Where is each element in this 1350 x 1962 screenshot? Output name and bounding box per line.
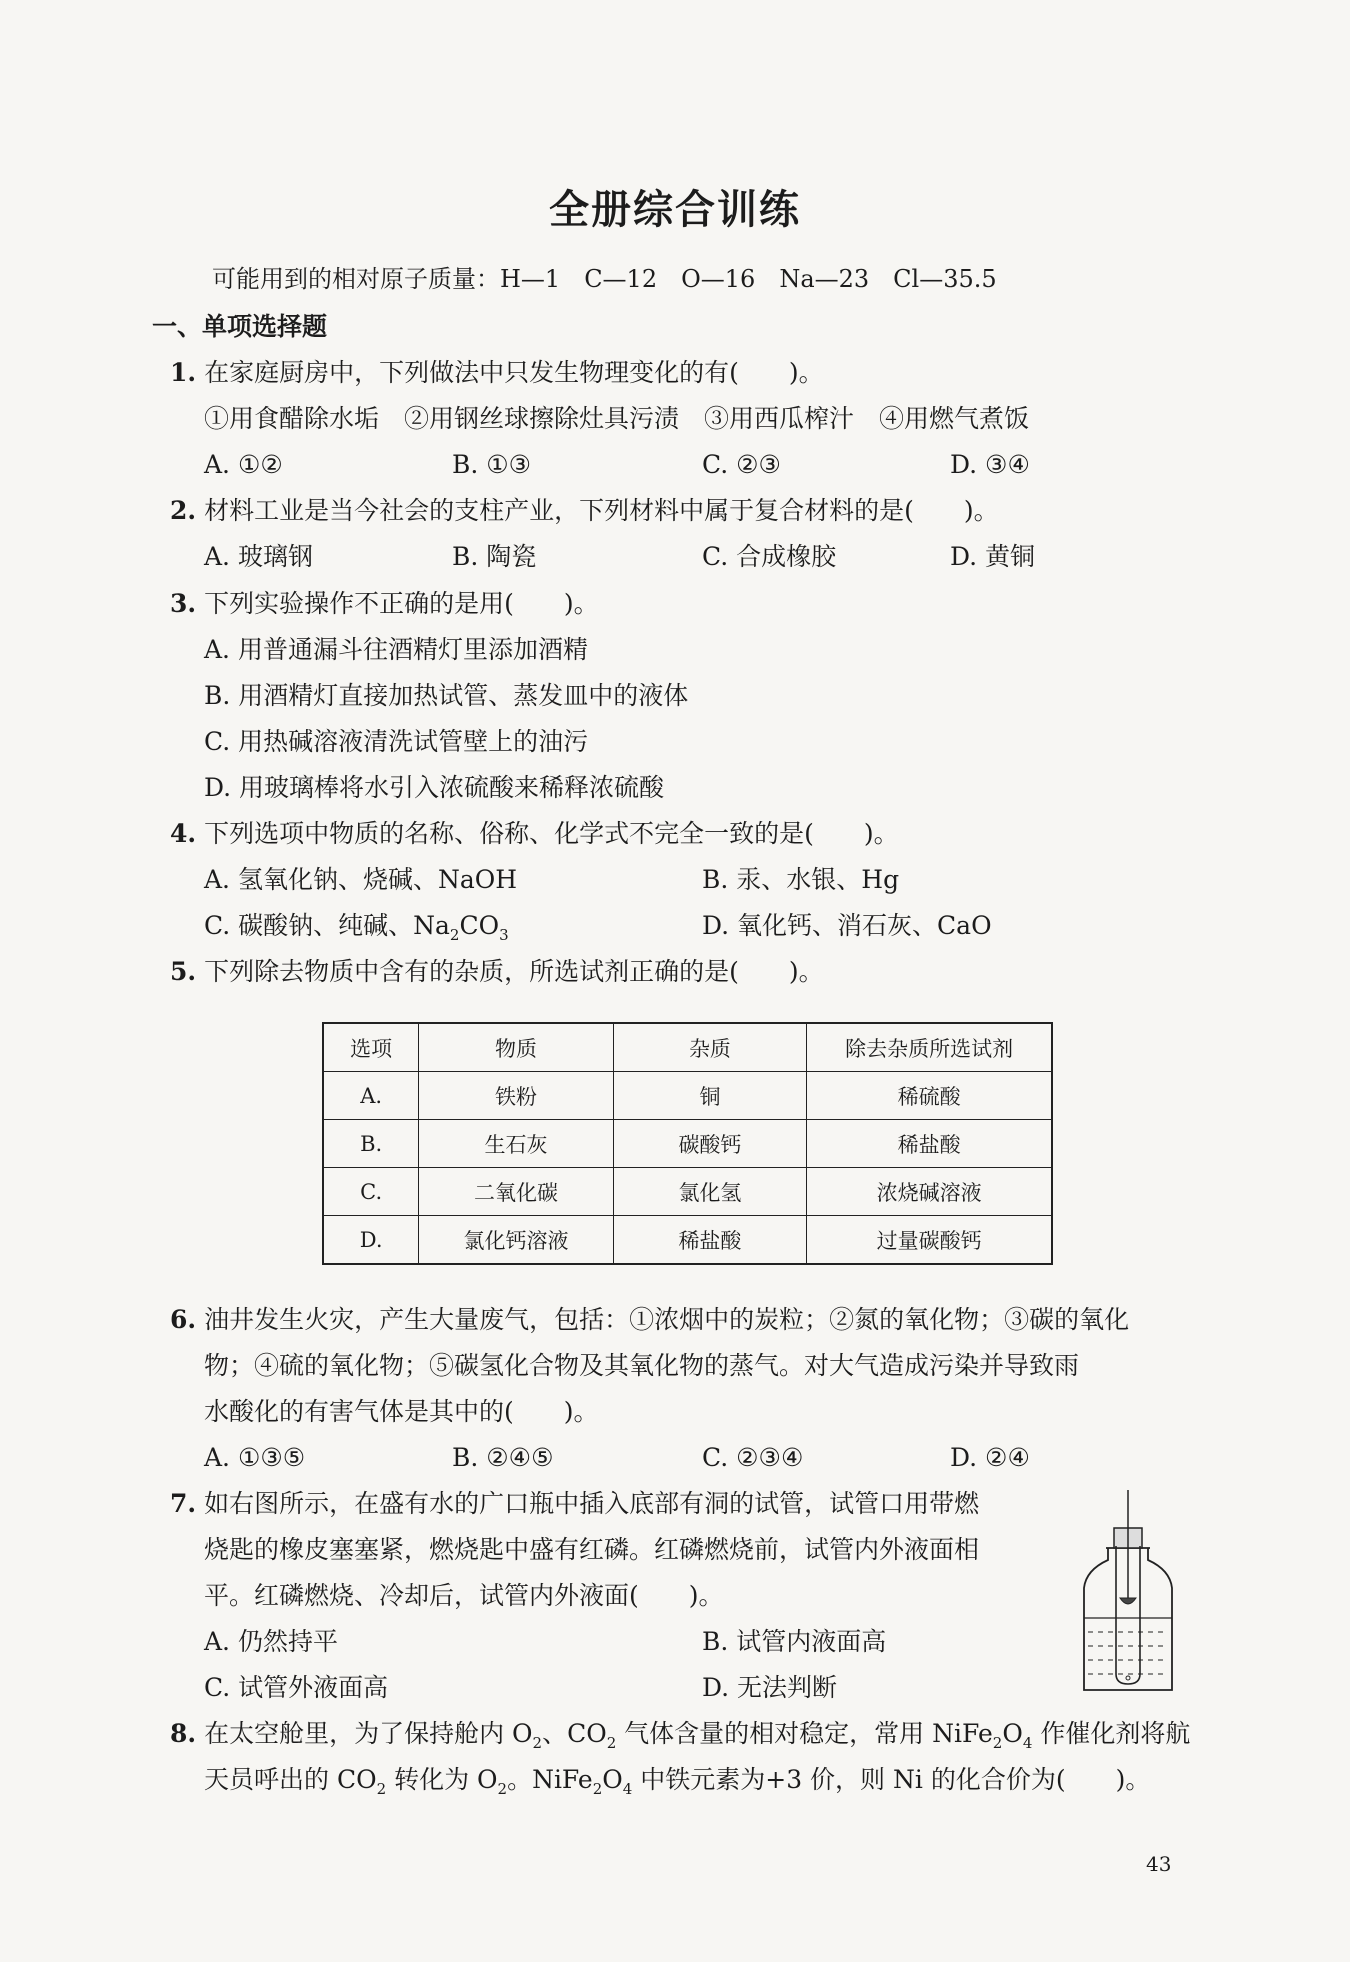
- question-number: 1.: [170, 358, 197, 387]
- question-stem-line: 天员呼出的 $CO_2$ 转化为 $O_2$。$NiFe_2O_4$ 中铁元素为+3 价，则 Ni 的化合价为( )。: [204, 1765, 1151, 1798]
- option-c: C. 碳酸钠、纯碱、$Na_2CO_3$: [204, 911, 509, 944]
- question-stem: 下列除去物质中含有的杂质，所选试剂正确的是( )。: [204, 957, 824, 986]
- table-header: 除去杂质所选试剂: [807, 1023, 1052, 1072]
- table-row: [323, 1168, 1052, 1216]
- table-header: 杂质: [613, 1023, 806, 1072]
- option-b: B. ①③: [452, 450, 532, 479]
- option-d: D. ③④: [950, 450, 1030, 479]
- table-cell: 二氧化碳: [419, 1168, 613, 1216]
- option-d: D. 黄铜: [950, 542, 1036, 571]
- option-a: A. 用普通漏斗往酒精灯里添加酒精: [204, 635, 588, 664]
- question-number: 8.: [170, 1719, 197, 1748]
- question-stem: 下列实验操作不正确的是用( )。: [204, 589, 599, 618]
- question-stem-line: 平。红磷燃烧、冷却后，试管内外液面( )。: [204, 1581, 724, 1610]
- option-a: A. 玻璃钢: [204, 542, 313, 571]
- table-cell: 碳酸钙: [613, 1120, 806, 1168]
- table-row: [323, 1072, 1052, 1120]
- option-d: D. ②④: [950, 1443, 1030, 1472]
- apparatus-figure: [1078, 1488, 1178, 1698]
- question-stem-line: 水酸化的有害气体是其中的( )。: [204, 1397, 599, 1426]
- option-b: B. 陶瓷: [452, 542, 537, 571]
- table-cell: 稀盐酸: [807, 1120, 1052, 1168]
- table-header-row: [323, 1023, 1052, 1072]
- question-stem-line: 如右图所示，在盛有水的广口瓶中插入底部有洞的试管，试管口用带燃: [204, 1489, 980, 1518]
- option-c: C. 合成橡胶: [702, 542, 837, 571]
- question-number: 4.: [170, 819, 197, 848]
- table-cell: 过量碳酸钙: [807, 1216, 1052, 1265]
- option-d: D. 用玻璃棒将水引入浓硫酸来稀释浓硫酸: [204, 773, 665, 802]
- question-stem-line: 烧匙的橡皮塞塞紧，燃烧匙中盛有红磷。红磷燃烧前，试管内外液面相: [204, 1535, 980, 1564]
- table-cell: 氯化氢: [613, 1168, 806, 1216]
- option-d: D. 氧化钙、消石灰、CaO: [702, 911, 992, 940]
- question-number: 2.: [170, 496, 197, 525]
- option-a: A. 氢氧化钠、烧碱、NaOH: [204, 865, 518, 894]
- page-number: 43: [1146, 1852, 1172, 1876]
- table-cell: 稀盐酸: [613, 1216, 806, 1265]
- option-c: C. 用热碱溶液清洗试管壁上的油污: [204, 727, 589, 756]
- table-cell: 铜: [613, 1072, 806, 1120]
- table-cell: B.: [323, 1120, 419, 1168]
- question-stem-line: 在太空舱里，为了保持舱内 $O_2$、$CO_2$ 气体含量的相对稳定，常用 $NiFe_2O_4$ 作催化剂将航: [204, 1719, 1191, 1752]
- option-a: A. ①③⑤: [204, 1443, 306, 1472]
- page-title: 全册综合训练: [549, 186, 801, 233]
- question-number: 5.: [170, 957, 197, 986]
- option-a: A. ①②: [204, 450, 283, 479]
- options-table: [322, 1022, 1053, 1265]
- option-c: C. ②③④: [702, 1443, 804, 1472]
- atomic-masses-note: 可能用到的相对原子质量：H—1 C—12 O—16 Na—23 Cl—35.5: [212, 265, 997, 293]
- question-number: 3.: [170, 589, 197, 618]
- question-stem: 在家庭厨房中，下列做法中只发生物理变化的有( )。: [204, 358, 824, 387]
- table-cell: 生石灰: [419, 1120, 613, 1168]
- option-c: C. 试管外液面高: [204, 1673, 389, 1702]
- option-d: D. 无法判断: [702, 1673, 838, 1702]
- question-number: 7.: [170, 1489, 197, 1518]
- question-stem: 下列选项中物质的名称、俗称、化学式不完全一致的是( )。: [204, 819, 899, 848]
- table-row: [323, 1216, 1052, 1265]
- table-cell: 氯化钙溶液: [419, 1216, 613, 1265]
- option-a: A. 仍然持平: [204, 1627, 338, 1656]
- question-stem: 材料工业是当今社会的支柱产业，下列材料中属于复合材料的是( )。: [204, 496, 999, 525]
- option-b: B. ②④⑤: [452, 1443, 554, 1472]
- option-c: C. ②③: [702, 450, 781, 479]
- option-b: B. 用酒精灯直接加热试管、蒸发皿中的液体: [204, 681, 689, 710]
- table-cell: 稀硫酸: [807, 1072, 1052, 1120]
- table-header: 物质: [419, 1023, 613, 1072]
- question-number: 6.: [170, 1305, 197, 1334]
- table-cell: A.: [323, 1072, 419, 1120]
- question-stem-line: 油井发生火灾，产生大量废气，包括：①浓烟中的炭粒；②氮的氧化物；③碳的氧化: [204, 1305, 1130, 1334]
- table-cell: 浓烧碱溶液: [807, 1168, 1052, 1216]
- question-stem-line: 物；④硫的氧化物；⑤碳氢化合物及其氧化物的蒸气。对大气造成污染并导致雨: [204, 1351, 1080, 1380]
- question-items: ①用食醋除水垢 ②用钢丝球擦除灶具污渍 ③用西瓜榨汁 ④用燃气煮饭: [204, 404, 1030, 433]
- table-cell: D.: [323, 1216, 419, 1265]
- option-b: B. 汞、水银、Hg: [702, 865, 900, 894]
- table-header: 选项: [323, 1023, 419, 1072]
- option-b: B. 试管内液面高: [702, 1627, 887, 1656]
- table-row: [323, 1120, 1052, 1168]
- table-cell: 铁粉: [419, 1072, 613, 1120]
- section-heading: 一、单项选择题: [152, 312, 328, 341]
- table-cell: C.: [323, 1168, 419, 1216]
